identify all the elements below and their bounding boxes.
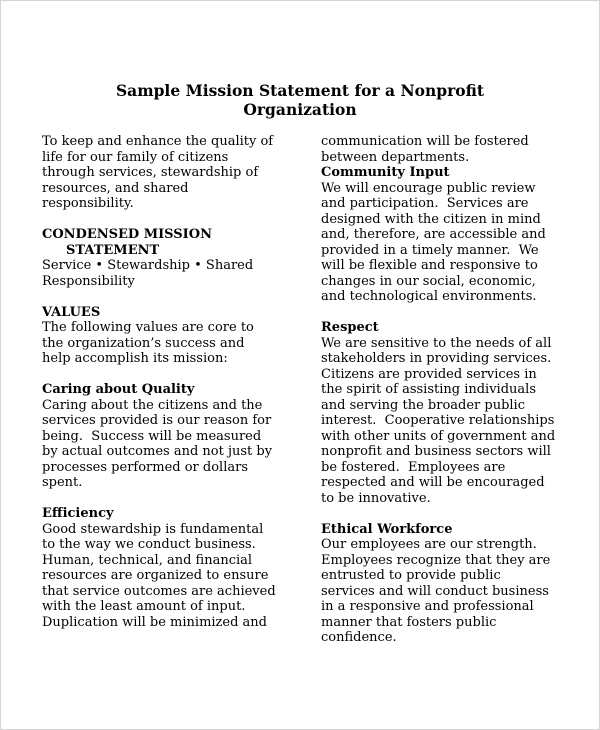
text-line: stakeholders in providing services.: [321, 351, 552, 366]
title-line: Organization: [243, 100, 357, 119]
blank-line: [42, 367, 302, 383]
blank-line: [42, 491, 302, 507]
text-line: services and will conduct business: [321, 583, 549, 599]
text-line: will be flexible and responsive to: [321, 258, 538, 273]
text-line: through services, stewardship of: [42, 165, 259, 180]
text-line: communication will be fostered: [321, 134, 529, 149]
section-heading: VALUES: [42, 304, 101, 320]
text-line: Responsibility: [42, 273, 135, 289]
text-line: being. Success will be measured: [42, 428, 262, 444]
text-line: changes in our social, economic,: [321, 273, 536, 289]
text-line: the organization’s success and: [42, 335, 245, 351]
text-line: help accomplish its mission:: [42, 351, 228, 366]
text-line: manner that fosters public: [321, 614, 497, 630]
text-line: designed with the citizen in mind: [321, 211, 541, 227]
blank-line: [42, 289, 302, 305]
text-line: life for our family of citizens: [42, 149, 229, 165]
text-line: between departments.: [321, 149, 470, 165]
text-line: in a responsive and professional: [321, 599, 534, 614]
section-heading: Ethical Workforce: [321, 521, 453, 537]
right-column: [321, 134, 581, 646]
text-line: be fostered. Employees are: [321, 459, 506, 475]
text-line: We will encourage public review: [321, 180, 536, 196]
text-line: respected and will be encouraged: [321, 475, 545, 490]
text-line: spent.: [42, 475, 83, 490]
text-line: and serving the broader public: [321, 397, 525, 413]
text-line: and technological environments.: [321, 289, 537, 304]
text-line: with other units of government and: [321, 428, 556, 444]
text-line: the spirit of assisting individuals: [321, 382, 536, 397]
title-line: Sample Mission Statement for a Nonprofit: [115, 81, 485, 100]
section-heading: STATEMENT: [66, 242, 160, 258]
text-line: services provided is our reason for: [42, 413, 272, 428]
text-line: resources, and shared: [42, 180, 189, 196]
blank-line: [42, 212, 302, 228]
text-line: nonprofit and business sectors will: [321, 444, 551, 459]
section-heading: Community Input: [321, 165, 450, 180]
text-line: by actual outcomes and not just by: [42, 444, 273, 459]
text-line: Human, technical, and financial: [42, 552, 253, 568]
text-line: Our employees are our strength.: [321, 537, 537, 552]
text-line: provided in a timely manner. We: [321, 242, 539, 258]
text-line: Good stewardship is fundamental: [42, 521, 264, 537]
text-line: Employees recognize that they are: [321, 552, 551, 568]
text-line: interest. Cooperative relationships: [321, 413, 555, 428]
blank-line: [321, 506, 581, 522]
text-line: We are sensitive to the needs of all: [321, 335, 552, 351]
section-heading: Caring about Quality: [42, 382, 195, 397]
text-line: entrusted to provide public: [321, 568, 501, 583]
section-heading: Efficiency: [42, 506, 114, 521]
section-heading: Respect: [321, 320, 379, 335]
text-line: processes performed or dollars: [42, 459, 249, 475]
text-line: and participation. Services are: [321, 196, 529, 211]
text-line: resources are organized to ensure: [42, 568, 269, 583]
blank-line: [321, 305, 581, 321]
text-line: confidence.: [321, 630, 397, 645]
text-line: Duplication will be minimized and: [42, 614, 267, 630]
text-line: to be innovative.: [321, 490, 431, 506]
text-line: Service • Stewardship • Shared: [42, 258, 254, 273]
text-line: Citizens are provided services in: [321, 366, 537, 382]
text-line: To keep and enhance the quality of: [42, 134, 274, 149]
text-line: The following values are core to: [42, 320, 254, 335]
text-line: responsibility.: [42, 196, 134, 211]
section-heading: CONDENSED MISSION: [42, 227, 212, 242]
left-column: [42, 134, 302, 630]
text-line: that service outcomes are achieved: [42, 583, 276, 599]
text-line: to the way we conduct business.: [42, 537, 256, 552]
text-line: Caring about the citizens and the: [42, 397, 263, 413]
text-line: and, therefore, are accessible and: [321, 227, 546, 242]
text-line: with the least amount of input.: [42, 599, 246, 614]
document-title: [1, 81, 599, 119]
